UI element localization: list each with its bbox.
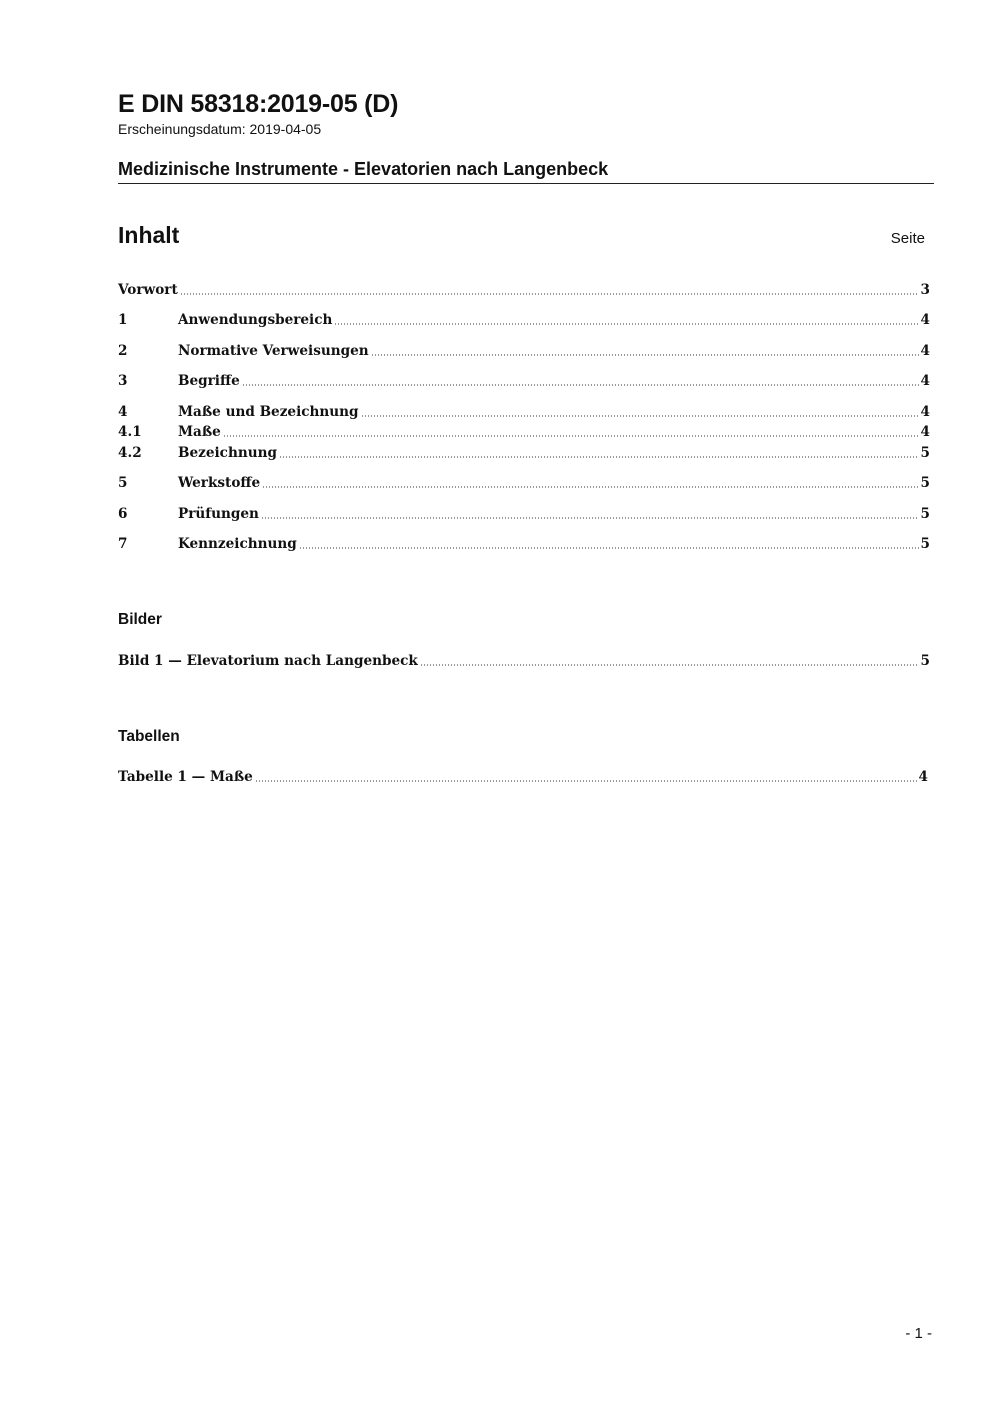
toc-entry-vorwort[interactable] bbox=[118, 281, 930, 299]
toc-entry-title: Kennzeichnung bbox=[178, 536, 297, 552]
dot-leader bbox=[180, 293, 919, 295]
toc-entry-page: 4 bbox=[920, 373, 930, 389]
figure-entry-title: Bild 1 — Elevatorium nach Langenbeck bbox=[118, 653, 418, 669]
toc-entry-number: 6 bbox=[118, 506, 128, 522]
dot-leader bbox=[371, 354, 919, 356]
toc-entry-page: 5 bbox=[920, 536, 930, 552]
document-title: Medizinische Instrumente - Elevatorien nach Langenbeck bbox=[118, 159, 609, 179]
toc-entry-number: 4.1 bbox=[118, 424, 142, 440]
toc-entry-title: Werkstoffe bbox=[178, 475, 261, 491]
toc-heading: Inhalt bbox=[118, 222, 180, 248]
figure-entry-1[interactable] bbox=[118, 652, 930, 670]
toc-entry-number: 5 bbox=[118, 475, 128, 491]
toc-entry-4-2[interactable] bbox=[118, 444, 930, 462]
figure-entry-page: 5 bbox=[920, 653, 930, 669]
toc-entry-number: 2 bbox=[118, 343, 128, 359]
dot-leader bbox=[299, 547, 919, 549]
toc-entry-page: 5 bbox=[920, 475, 930, 491]
toc-entry-number: 1 bbox=[118, 312, 128, 328]
tables-heading: Tabellen bbox=[118, 728, 180, 745]
toc-entry-title: Bezeichnung bbox=[178, 445, 277, 461]
toc-entry-7[interactable] bbox=[118, 535, 930, 553]
publication-date: Erscheinungsdatum: 2019-04-05 bbox=[118, 121, 322, 137]
toc-entry-page: 4 bbox=[920, 343, 930, 359]
dot-leader bbox=[279, 456, 919, 458]
toc-entry-page: 4 bbox=[920, 404, 930, 420]
toc-entry-page: 3 bbox=[920, 282, 930, 298]
page-column-label: Seite bbox=[890, 230, 925, 247]
toc-entry-page: 4 bbox=[920, 424, 930, 440]
page-number: - 1 - bbox=[905, 1325, 932, 1342]
toc-entry-number: 4.2 bbox=[118, 445, 142, 461]
toc-entry-page: 5 bbox=[920, 445, 930, 461]
title-divider bbox=[118, 183, 934, 184]
dot-leader bbox=[420, 664, 919, 666]
toc-entry-number: 3 bbox=[118, 373, 128, 389]
toc-entry-title: Vorwort bbox=[118, 282, 178, 298]
toc-entry-5[interactable] bbox=[118, 474, 930, 492]
toc-entry-title: Maße bbox=[178, 424, 221, 440]
toc-entry-number: 4 bbox=[118, 404, 128, 420]
toc-entry-4-1[interactable] bbox=[118, 423, 930, 441]
toc-entry-page: 5 bbox=[920, 506, 930, 522]
toc-entry-page: 4 bbox=[920, 312, 930, 328]
dot-leader bbox=[261, 517, 919, 519]
toc-entry-number: 7 bbox=[118, 536, 128, 552]
toc-entry-4[interactable] bbox=[118, 403, 930, 421]
toc-entry-title: Prüfungen bbox=[178, 506, 259, 522]
table-entry-1[interactable] bbox=[118, 768, 928, 786]
dot-leader bbox=[262, 486, 918, 488]
toc-entry-title: Begriffe bbox=[178, 373, 240, 389]
document-number: E DIN 58318:2019-05 (D) bbox=[118, 90, 399, 118]
dot-leader bbox=[255, 780, 917, 782]
toc-entry-2[interactable] bbox=[118, 342, 930, 360]
dot-leader bbox=[361, 415, 919, 417]
toc-entry-3[interactable] bbox=[118, 372, 930, 390]
toc-entry-title: Maße und Bezeichnung bbox=[178, 404, 359, 420]
toc-entry-title: Anwendungsbereich bbox=[178, 312, 333, 328]
toc-entry-6[interactable] bbox=[118, 505, 930, 523]
dot-leader bbox=[334, 323, 918, 325]
dot-leader bbox=[223, 435, 919, 437]
table-entry-page: 4 bbox=[918, 769, 928, 785]
toc-entry-title: Normative Verweisungen bbox=[178, 343, 369, 359]
toc-entry-1[interactable] bbox=[118, 311, 930, 329]
table-entry-title: Tabelle 1 — Maße bbox=[118, 769, 253, 785]
dot-leader bbox=[242, 384, 919, 386]
figures-heading: Bilder bbox=[118, 611, 162, 628]
